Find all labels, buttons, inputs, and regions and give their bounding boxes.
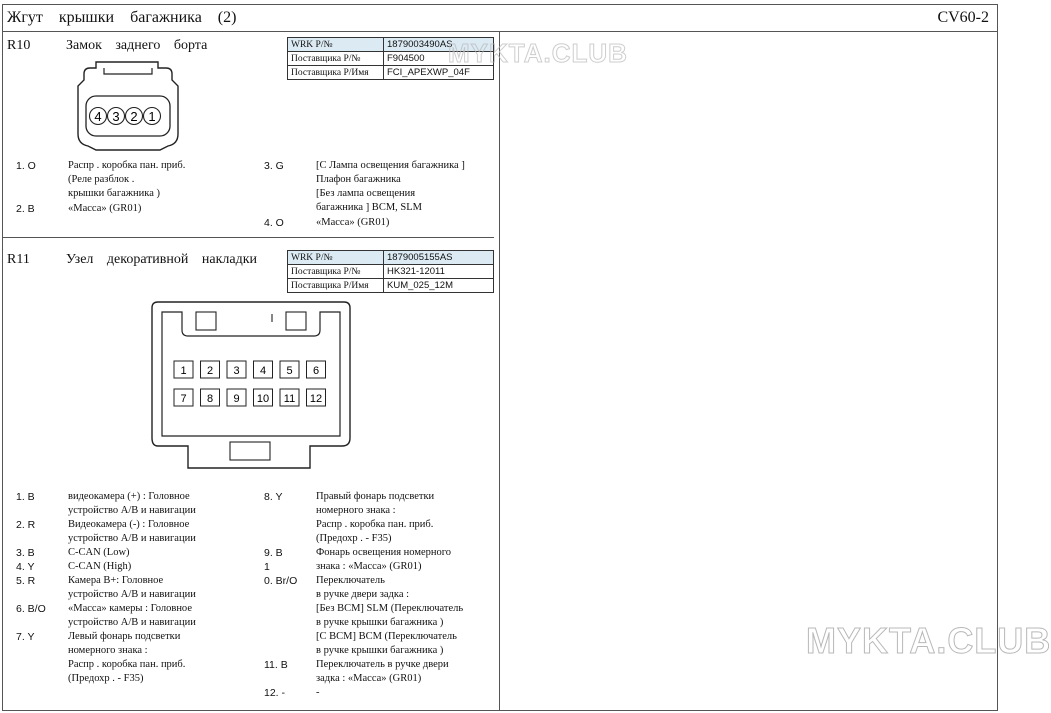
table-value: 1879003490AS bbox=[384, 38, 494, 52]
pin-number: 1 bbox=[264, 561, 270, 573]
connector-id: R10 bbox=[7, 38, 31, 53]
pin-number: 11. B bbox=[264, 659, 288, 671]
pin-number: 2. R bbox=[16, 519, 36, 531]
table-key: WRK P/№ bbox=[288, 251, 384, 265]
pin-description: «Масса» камеры : Головное устройство A/B и навигации bbox=[68, 603, 196, 628]
table-key: Поставщика P/№ bbox=[288, 265, 384, 279]
pin-number: 12. - bbox=[264, 687, 286, 699]
pin-description: «Масса» (GR01) bbox=[68, 203, 142, 214]
table-key: Поставщика P/Имя bbox=[288, 279, 384, 293]
watermark-large: MYKTA.CLUB bbox=[806, 620, 1051, 661]
pin-label: 1 bbox=[180, 365, 187, 377]
pin-label: 3 bbox=[233, 365, 240, 377]
table-key: WRK P/№ bbox=[288, 38, 384, 52]
connector-name: Замок заднего борта bbox=[66, 38, 208, 53]
pin-number: 1. O bbox=[16, 160, 36, 172]
pin-number: 3. B bbox=[16, 547, 35, 559]
pin-number: 1. B bbox=[16, 491, 35, 503]
page-title: Жгут крышки багажника (2) bbox=[7, 9, 237, 26]
pin-label: 11 bbox=[283, 393, 296, 405]
pin-description: - bbox=[316, 687, 320, 698]
connector-id: R11 bbox=[7, 252, 30, 267]
pin-number: 7. Y bbox=[16, 631, 35, 643]
watermark-small: MYKTA.CLUB bbox=[448, 38, 628, 68]
section-divider bbox=[2, 237, 494, 238]
pin-label: 10 bbox=[256, 393, 270, 405]
page-code: CV60-2 bbox=[937, 9, 989, 26]
pin-label: 7 bbox=[180, 393, 187, 405]
column-divider bbox=[499, 31, 500, 711]
part-number-table bbox=[287, 250, 494, 293]
pin-label: 4 bbox=[259, 365, 267, 377]
pin-number: 4. O bbox=[264, 217, 284, 229]
table-key: Поставщика P/№ bbox=[288, 52, 384, 66]
pin-description: C-CAN (High) bbox=[68, 561, 132, 572]
pin-description: Левый фонарь подсветки номерного знака : Распр . коробка пан. приб. (Предохр . - F35) bbox=[68, 631, 186, 684]
pin-label: 2 bbox=[130, 109, 138, 124]
table-value: F904500 bbox=[384, 52, 494, 66]
pin-label: 5 bbox=[286, 365, 293, 377]
table-value: KUM_025_12M bbox=[384, 279, 494, 293]
connector-name: Узел декоративной накладки bbox=[66, 252, 258, 267]
table-key: Поставщика P/Имя bbox=[288, 66, 384, 80]
pin-number: 3. G bbox=[264, 160, 284, 172]
pin-label: 2 bbox=[206, 365, 214, 377]
pin-description: Переключатель в ручке двери задка : [Без BCM] SLM (Переключатель в ручке крышки багажника ) [С BCM] BCM (Переключатель в ручке крышки багажника ) bbox=[316, 575, 464, 656]
pin-description: видеокамера (+) : Головное устройство A/B и навигации bbox=[68, 491, 196, 516]
table-value: HK321-12011 bbox=[384, 265, 494, 279]
pin-description: «Масса» (GR01) bbox=[316, 217, 390, 228]
pin-label: 8 bbox=[206, 393, 214, 405]
pin-label: 4 bbox=[94, 109, 102, 124]
table-value: FCI_APEXWP_04F bbox=[384, 66, 494, 80]
pin-number: 9. B bbox=[264, 547, 283, 559]
pin-number: 6. B/O bbox=[16, 603, 46, 615]
pin-description: Видеокамера (-) : Головное устройство A/B и навигации bbox=[68, 519, 196, 544]
pin-description: [С Лампа освещения багажника ] Плафон багажника [Без лампа освещения багажника ] BCM, SLM bbox=[316, 160, 465, 213]
connector-r11-diagram bbox=[148, 300, 354, 476]
pin-number: 8. Y bbox=[264, 491, 283, 503]
pin-number: 4. Y bbox=[16, 561, 35, 573]
pin-label: 9 bbox=[233, 393, 240, 405]
pin-description: Переключатель в ручке двери задка : «Масса» (GR01) bbox=[316, 659, 449, 684]
pin-label: 3 bbox=[112, 109, 120, 124]
pin-grid bbox=[174, 361, 326, 406]
pin-description: Распр . коробка пан. приб. (Реле разблок . крышки багажника ) bbox=[68, 160, 186, 199]
table-value: 1879005155AS bbox=[384, 251, 494, 265]
pin-description: Правый фонарь подсветки номерного знака : Распр . коробка пан. приб. (Предохр . - F35) bbox=[316, 491, 435, 544]
pin-description: C-CAN (Low) bbox=[68, 547, 130, 558]
pin-description: Фонарь освещения номерного знака : «Масса» (GR01) bbox=[316, 547, 452, 572]
pin-number: 5. R bbox=[16, 575, 36, 587]
header-divider bbox=[2, 31, 998, 32]
pin-label: 6 bbox=[312, 365, 320, 377]
connector-r10-diagram bbox=[68, 60, 188, 156]
pin-label: 12 bbox=[309, 393, 323, 405]
pin-number: 2. B bbox=[16, 203, 35, 215]
pin-number: 0. Br/O bbox=[264, 575, 298, 587]
pin-label: 1 bbox=[148, 109, 156, 124]
pin-description: Камера B+: Головное устройство A/B и навигации bbox=[68, 575, 196, 600]
